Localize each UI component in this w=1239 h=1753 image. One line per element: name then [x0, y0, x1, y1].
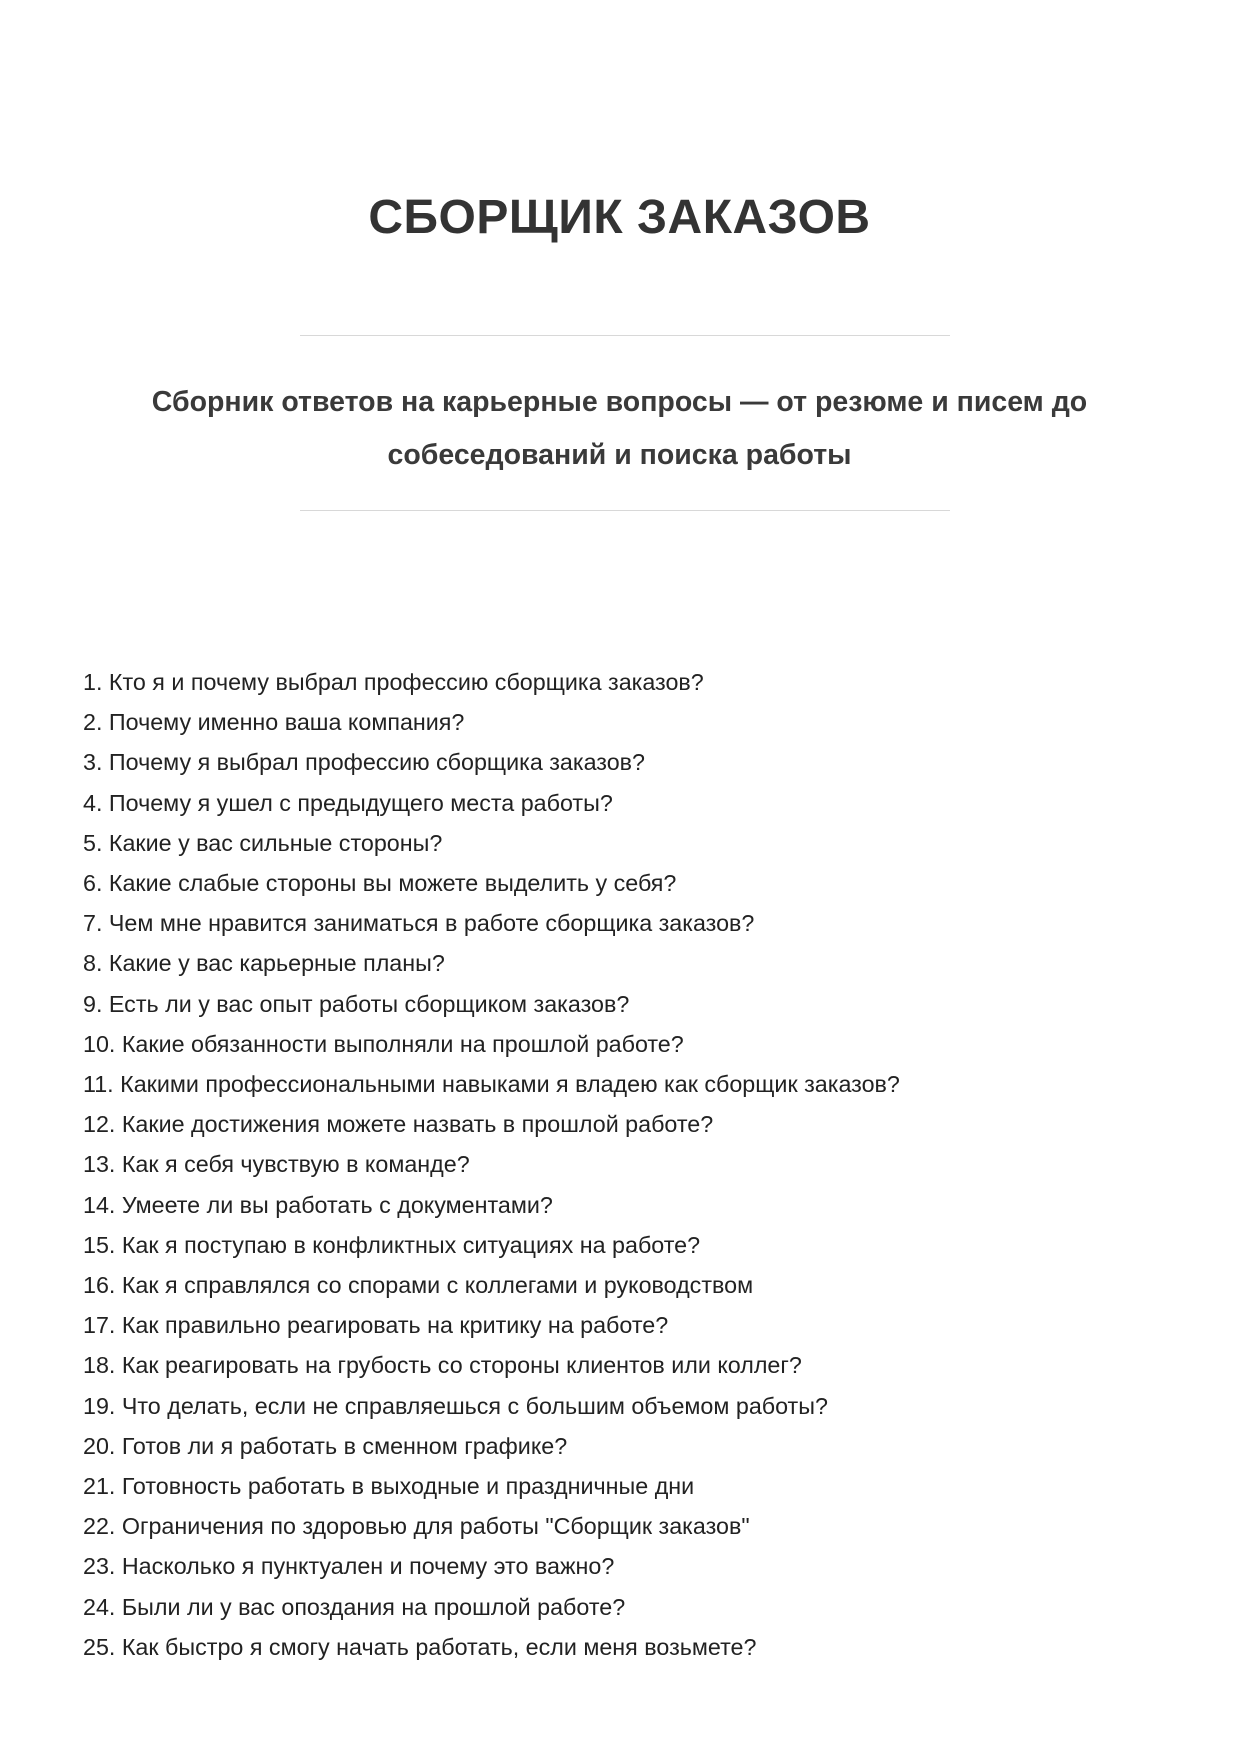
list-item: 5. Какие у вас сильные стороны? — [83, 829, 443, 856]
questions-list — [83, 662, 900, 1667]
list-item: 7. Чем мне нравится заниматься в работе сборщика заказов? — [83, 910, 755, 937]
list-item: 1. Кто я и почему выбрал профессию сборщика заказов? — [83, 669, 704, 695]
list-item: 23. Насколько я пунктуален и почему это важно? — [83, 1553, 615, 1580]
list-item: 6. Какие слабые стороны вы можете выделить у себя? — [83, 870, 677, 897]
list-item: 25. Как быстро я смогу начать работать, если меня возьмете? — [83, 1633, 757, 1660]
list-item: 15. Как я поступаю в конфликтных ситуациях на работе? — [83, 1231, 701, 1258]
divider-top — [300, 335, 950, 336]
list-item: 16. Как я справлялся со спорами с коллегами и руководством — [83, 1272, 754, 1299]
list-item: 2. Почему именно ваша компания? — [83, 709, 465, 736]
page-title: СБОРЩИК ЗАКАЗОВ — [368, 191, 871, 244]
list-item: 22. Ограничения по здоровью для работы "Сборщик заказов" — [83, 1513, 750, 1540]
list-item: 20. Готов ли я работать в сменном графике? — [83, 1432, 568, 1459]
divider-bottom — [300, 510, 950, 511]
list-item: 12. Какие достижения можете назвать в прошлой работе? — [83, 1111, 714, 1138]
list-item: 18. Как реагировать на грубость со стороны клиентов или коллег? — [83, 1352, 802, 1379]
list-item: 10. Какие обязанности выполняли на прошлой работе? — [83, 1030, 684, 1057]
list-item: 13. Как я себя чувствую в команде? — [83, 1151, 470, 1178]
list-item: 8. Какие у вас карьерные планы? — [83, 950, 445, 977]
list-item: 11. Какими профессиональными навыками я владею как сборщик заказов? — [83, 1071, 900, 1098]
list-item: 9. Есть ли у вас опыт работы сборщиком заказов? — [83, 990, 630, 1017]
list-item: 24. Были ли у вас опоздания на прошлой работе? — [83, 1593, 626, 1620]
list-item: 3. Почему я выбрал профессию сборщика заказов? — [83, 749, 645, 776]
list-item: 21. Готовность работать в выходные и праздничные дни — [83, 1473, 695, 1500]
list-item: 17. Как правильно реагировать на критику на работе? — [83, 1312, 669, 1339]
list-item: 14. Умеете ли вы работать с документами? — [83, 1191, 553, 1218]
list-item: 19. Что делать, если не справляешься с большим объемом работы? — [83, 1392, 828, 1419]
list-item: 4. Почему я ушел с предыдущего места работы? — [83, 789, 613, 816]
page-subtitle: Сборник ответов на карьерные вопросы — от резюме и писем до собеседований и поиска работы — [151, 386, 1088, 471]
